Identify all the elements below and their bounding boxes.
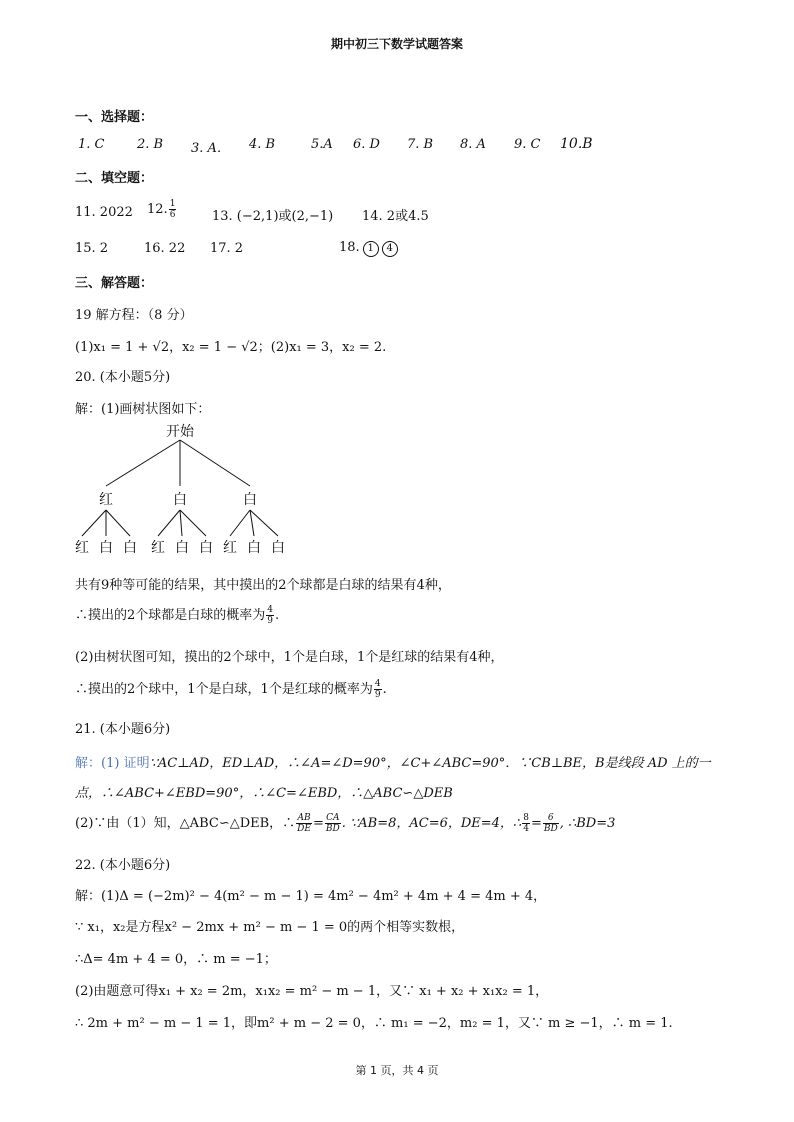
q21-heading: 21. (本小题6分) <box>75 722 171 737</box>
q22-heading: 22. (本小题6分) <box>75 858 171 873</box>
fill-answer-11: 11. 2022 <box>75 205 133 220</box>
fraction-4-9: $\frac{4}{9}$ <box>267 605 274 626</box>
tree-edge <box>250 510 278 536</box>
choice-answer-5: 5.A <box>311 137 333 152</box>
q20-probability-mixed <box>75 678 387 700</box>
q21-line1-text: ∵AC⊥AD，ED⊥AD，∴∠A=∠D=90°，∠C+∠ABC=90°．∵CB⊥BE，B是线段 AD 上的一 <box>149 756 711 771</box>
period: . <box>275 608 280 623</box>
tree-level1-label: 红 <box>99 492 113 508</box>
fill-answer-18-label: 18. <box>339 240 360 255</box>
fraction-ab-de: $\frac{AB}{DE}$ <box>297 813 311 834</box>
choice-answer-3: 3. A． <box>191 141 230 156</box>
equals-sign: = <box>312 816 324 831</box>
choice-answer-10: 10.B <box>560 136 593 152</box>
choice-answer-1: 1. C <box>78 137 105 152</box>
tree-level2-label: 白 <box>175 540 189 556</box>
circled-number-4: 4 <box>382 241 398 257</box>
tree-edge <box>82 510 106 536</box>
tree-edge <box>180 440 250 486</box>
tree-edge <box>106 510 130 536</box>
section-solve-heading: 三、解答题： <box>75 276 154 291</box>
q21-line3-b: . ∵AB=8，AC=6，DE=4，∴ <box>341 816 522 831</box>
tree-edge <box>158 510 180 536</box>
tree-diagram <box>70 418 300 560</box>
q20-heading: 20. (本小题5分) <box>75 370 171 385</box>
tree-edge <box>230 510 250 536</box>
circled-number-1: 1 <box>363 241 379 257</box>
fill-answer-17: 17. 2 <box>210 241 244 256</box>
fill-answer-12-label: 12. <box>147 202 168 217</box>
tree-level2-label: 白 <box>123 540 137 556</box>
tree-level2-label: 白 <box>99 540 113 556</box>
tree-level1-label: 白 <box>243 492 257 508</box>
tree-level1-label: 白 <box>173 492 187 508</box>
q22-line3: ∴Δ= 4m + 4 = 0，∴ m = −1； <box>75 952 277 967</box>
period: . <box>382 682 387 697</box>
tree-level2-label: 红 <box>151 540 165 556</box>
equals-sign: = <box>530 816 542 831</box>
tree-edge <box>180 510 206 536</box>
choice-answer-2: 2. B <box>137 137 164 152</box>
q20-probability-mixed-text: ∴摸出的2个球中，1个是白球，1个是红球的概率为 <box>75 682 373 697</box>
fill-answer-15: 15. 2 <box>75 241 109 256</box>
section-fill-heading: 二、填空题： <box>75 171 154 186</box>
tree-level2-label: 白 <box>199 540 213 556</box>
fraction-6-bd: $\frac{6}{BD}$ <box>543 813 558 834</box>
choice-answer-9: 9. C <box>514 137 541 152</box>
q20-result-line: 共有9种等可能的结果，其中摸出的2个球都是白球的结果有4种， <box>75 578 451 593</box>
page-title: 期中初三下数学试题答案 <box>330 37 463 51</box>
q20-probability-white <box>75 604 279 626</box>
fill-answer-13: 13. (−2,1)或(2,−1) <box>212 209 334 224</box>
q22-line5: ∴ 2m + m² − m − 1 = 1，即m² + m − 2 = 0，∴ m₁ = −2，m₂ = 1，又∵ m ≥ −1，∴ m = 1. <box>75 1016 673 1031</box>
page-footer: 第 1 页，共 4 页 <box>355 1064 439 1077</box>
tree-edge <box>106 440 180 486</box>
q19-answer: (1)x₁ = 1 + √2，x₂ = 1 − √2；(2)x₁ = 3，x₂ = 2. <box>75 340 387 355</box>
fill-answer-18 <box>339 240 398 257</box>
fraction-8-4: $\frac{8}{4}$ <box>523 813 529 834</box>
fill-answer-16: 16. 22 <box>144 241 186 256</box>
q20-part2-line: (2)由树状图可知，摸出的2个球中，1个是白球，1个是红球的结果有4种， <box>75 650 504 665</box>
choice-answer-6: 6. D <box>353 137 380 152</box>
choice-answer-8: 8. A <box>460 137 486 152</box>
tree-level2-label: 白 <box>271 540 285 556</box>
tree-level2-label: 白 <box>247 540 261 556</box>
q21-proof-word: 证明 <box>123 756 150 771</box>
fill-answer-14: 14. 2或4.5 <box>362 209 429 224</box>
q21-line1 <box>75 752 711 771</box>
fill-answer-12-fraction: $\frac{1}{6}$ <box>169 199 176 220</box>
q22-line4: (2)由题意可得x₁ + x₂ = 2m，x₁x₂ = m² − m − 1，又∵ x₁ + x₂ + x₁x₂ = 1， <box>75 984 549 999</box>
q21-line3-c: , ∴BD=3 <box>559 816 616 831</box>
tree-edge <box>250 510 254 536</box>
choice-answer-4: 4. B <box>249 137 276 152</box>
section-choice-heading: 一、选择题： <box>75 110 154 125</box>
fraction-ca-bd: $\frac{CA}{BD}$ <box>325 813 340 834</box>
tree-level2-label: 红 <box>75 540 89 556</box>
q21-lead: 解：(1) <box>75 756 120 771</box>
q21-line3 <box>75 812 615 834</box>
fraction-4-9: $\frac{4}{9}$ <box>374 679 381 700</box>
q20-probability-white-text: ∴摸出的2个球都是白球的概率为 <box>75 608 266 623</box>
q22-line1: 解：(1)Δ = (−2m)² − 4(m² − m − 1) = 4m² − 4m² + 4m + 4 = 4m + 4， <box>75 889 547 904</box>
fill-answer-12 <box>147 199 177 220</box>
choice-answer-7: 7. B <box>407 137 434 152</box>
q21-line3-a: (2)∵由（1）知，△ABC∽△DEB，∴ <box>75 816 296 831</box>
tree-edge <box>180 510 182 536</box>
q20-intro: 解：(1)画树状图如下： <box>75 402 211 417</box>
tree-root-label: 开始 <box>166 424 194 440</box>
q21-line2: 点，∴∠ABC+∠EBD=90°，∴∠C=∠EBD，∴△ABC∽△DEB <box>75 786 453 801</box>
q22-line2: ∵ x₁，x₂是方程x² − 2mx + m² − m − 1 = 0的两个相等实数根， <box>75 920 465 935</box>
tree-level2-label: 红 <box>223 540 237 556</box>
q19-heading: 19 解方程：（8 分） <box>75 308 193 323</box>
